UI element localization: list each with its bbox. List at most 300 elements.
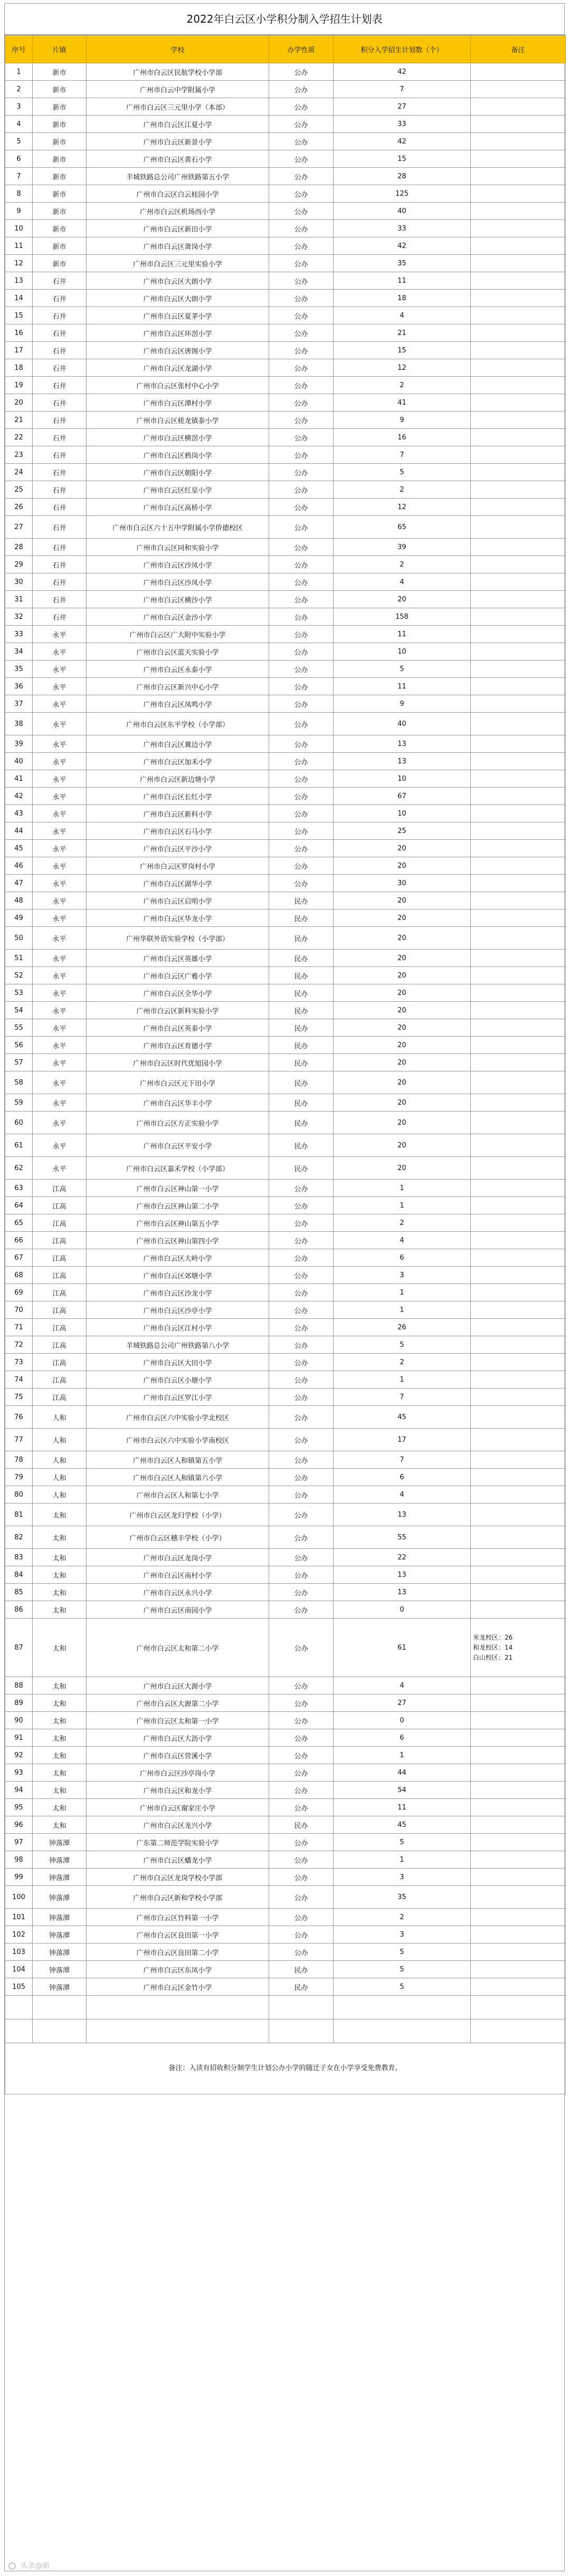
table-row xyxy=(5,307,566,324)
row-index: 18 xyxy=(5,359,33,377)
row-district: 钟落潭 xyxy=(33,1869,87,1886)
row-quota: 26 xyxy=(334,1319,471,1336)
footnote: 备注：入读有招收积分制学生计划公办小学的随迁子女在小学享受免费教育。 xyxy=(5,2043,566,2094)
row-district: 太和 xyxy=(33,1764,87,1782)
row-note xyxy=(471,1094,566,1112)
row-index: 86 xyxy=(5,1601,33,1619)
row-note xyxy=(471,840,566,857)
table-row xyxy=(5,1816,566,1834)
row-index: 47 xyxy=(5,875,33,892)
row-district: 永平 xyxy=(33,857,87,875)
row-index: 28 xyxy=(5,539,33,556)
row-school: 广州市白云区槎龙镇泰小学 xyxy=(87,411,269,429)
row-district: 石井 xyxy=(33,516,87,539)
row-district: 人和 xyxy=(33,1486,87,1504)
row-index: 8 xyxy=(5,185,33,203)
row-district: 永平 xyxy=(33,1019,87,1037)
row-school-type: 民办 xyxy=(269,1094,334,1112)
row-note xyxy=(471,1712,566,1729)
row-quota: 25 xyxy=(334,822,471,840)
row-district: 永平 xyxy=(33,1094,87,1112)
row-district: 新市 xyxy=(33,133,87,150)
row-quota: 20 xyxy=(334,857,471,875)
row-note xyxy=(471,1451,566,1469)
row-quota: 1 xyxy=(334,1180,471,1197)
row-index: 5 xyxy=(5,133,33,150)
row-index: 101 xyxy=(5,1909,33,1926)
row-quota: 10 xyxy=(334,770,471,788)
row-district: 太和 xyxy=(33,1816,87,1834)
row-index: 48 xyxy=(5,892,33,909)
row-district: 永平 xyxy=(33,875,87,892)
row-school: 广州市白云区华龙小学 xyxy=(87,909,269,927)
row-index: 7 xyxy=(5,168,33,185)
row-quota: 27 xyxy=(334,1694,471,1712)
row-district: 石井 xyxy=(33,342,87,359)
row-school-type: 公办 xyxy=(269,481,334,499)
row-school-type: 公办 xyxy=(269,81,334,98)
row-school: 广州市白云区鸦岗小学 xyxy=(87,446,269,464)
row-school: 广州市白云区大源第二小学 xyxy=(87,1694,269,1712)
row-index: 102 xyxy=(5,1926,33,1943)
row-district: 石井 xyxy=(33,591,87,608)
header-school-type: 办学性质 xyxy=(269,35,334,63)
row-district: 永平 xyxy=(33,713,87,735)
row-note xyxy=(471,1926,566,1943)
row-note xyxy=(471,753,566,770)
row-index: 37 xyxy=(5,695,33,713)
row-school: 广州市白云区英泰小学 xyxy=(87,1019,269,1037)
row-note xyxy=(471,1112,566,1134)
row-school: 广州市白云区太和第一小学 xyxy=(87,1712,269,1729)
row-quota: 125 xyxy=(334,185,471,203)
row-district: 永平 xyxy=(33,643,87,660)
row-note xyxy=(471,359,566,377)
row-district: 永平 xyxy=(33,1002,87,1019)
row-index: 43 xyxy=(5,805,33,822)
row-school: 广州市白云区人和第七小学 xyxy=(87,1486,269,1504)
row-index: 97 xyxy=(5,1834,33,1851)
table-row xyxy=(5,185,566,203)
row-school: 广州市白云区横沙小学 xyxy=(87,591,269,608)
table-row xyxy=(5,1371,566,1388)
row-index: 49 xyxy=(5,909,33,927)
header-index: 序号 xyxy=(5,35,33,63)
header-school: 学校 xyxy=(87,35,269,63)
row-note xyxy=(471,1319,566,1336)
row-school-type: 公办 xyxy=(269,591,334,608)
row-note xyxy=(471,1037,566,1054)
row-district: 太和 xyxy=(33,1729,87,1747)
row-school: 广州市白云区和龙小学 xyxy=(87,1782,269,1799)
table-row xyxy=(5,63,566,81)
row-school-type: 公办 xyxy=(269,1886,334,1909)
row-index: 23 xyxy=(5,446,33,464)
row-note xyxy=(471,539,566,556)
table-row xyxy=(5,272,566,290)
table-row xyxy=(5,1978,566,1996)
row-note xyxy=(471,133,566,150)
row-district: 钟落潭 xyxy=(33,1851,87,1869)
row-district: 江高 xyxy=(33,1319,87,1336)
row-index: 54 xyxy=(5,1002,33,1019)
row-school-type: 公办 xyxy=(269,1549,334,1566)
row-district: 江高 xyxy=(33,1267,87,1284)
row-school: 广州市白云区东凤小学 xyxy=(87,1961,269,1978)
row-district: 永平 xyxy=(33,950,87,967)
row-district: 永平 xyxy=(33,1071,87,1094)
plan-sheet xyxy=(4,3,565,2571)
table-row xyxy=(5,1019,566,1037)
row-school: 广州市白云区南园小学 xyxy=(87,1601,269,1619)
row-quota: 20 xyxy=(334,927,471,950)
row-school: 广州市白云区金沙小学 xyxy=(87,608,269,626)
row-quota: 13 xyxy=(334,735,471,753)
row-school: 广州市白云区广雅小学 xyxy=(87,967,269,984)
row-district: 永平 xyxy=(33,753,87,770)
row-index: 14 xyxy=(5,290,33,307)
row-note xyxy=(471,1504,566,1526)
table-row xyxy=(5,805,566,822)
row-quota: 7 xyxy=(334,1388,471,1406)
row-note xyxy=(471,1764,566,1782)
row-school-type: 公办 xyxy=(269,1388,334,1406)
row-district: 永平 xyxy=(33,735,87,753)
row-index: 95 xyxy=(5,1799,33,1816)
row-school: 广州市白云区三元里实验小学 xyxy=(87,255,269,272)
row-note xyxy=(471,1961,566,1978)
row-quota: 41 xyxy=(334,394,471,411)
table-row xyxy=(5,116,566,133)
row-index: 98 xyxy=(5,1851,33,1869)
row-school-type: 公办 xyxy=(269,499,334,516)
row-school: 广州市白云中学附属小学 xyxy=(87,81,269,98)
row-index: 34 xyxy=(5,643,33,660)
row-school-type: 民办 xyxy=(269,950,334,967)
row-quota: 1 xyxy=(334,1301,471,1319)
row-school-type: 民办 xyxy=(269,1961,334,1978)
row-note xyxy=(471,516,566,539)
row-school: 广州市白云区神山第二小学 xyxy=(87,1197,269,1214)
row-district: 钟落潭 xyxy=(33,1886,87,1909)
row-index: 30 xyxy=(5,573,33,591)
table-row xyxy=(5,1354,566,1371)
row-note xyxy=(471,556,566,573)
row-note xyxy=(471,1371,566,1388)
table-row xyxy=(5,950,566,967)
row-quota: 20 xyxy=(334,967,471,984)
row-index: 53 xyxy=(5,984,33,1002)
row-school: 广州市白云区高桥小学 xyxy=(87,499,269,516)
row-district: 石井 xyxy=(33,394,87,411)
table-row xyxy=(5,1319,566,1336)
row-school: 广州市白云区新田小学 xyxy=(87,220,269,237)
row-district: 新市 xyxy=(33,98,87,116)
row-quota: 45 xyxy=(334,1816,471,1834)
row-index: 35 xyxy=(5,660,33,678)
table-row xyxy=(5,1284,566,1301)
row-index: 1 xyxy=(5,63,33,81)
table-row xyxy=(5,1249,566,1267)
row-school: 广州市白云区人和镇第五小学 xyxy=(87,1451,269,1469)
row-index: 70 xyxy=(5,1301,33,1319)
table-row xyxy=(5,1301,566,1319)
row-index: 90 xyxy=(5,1712,33,1729)
row-school: 广州市白云区英雄小学 xyxy=(87,950,269,967)
table-row xyxy=(5,1037,566,1054)
row-note xyxy=(471,446,566,464)
table-row xyxy=(5,608,566,626)
row-quota: 158 xyxy=(334,608,471,626)
row-index: 73 xyxy=(5,1354,33,1371)
row-school: 广州市白云区长红小学 xyxy=(87,788,269,805)
row-index: 12 xyxy=(5,255,33,272)
row-quota: 40 xyxy=(334,713,471,735)
row-district: 永平 xyxy=(33,1134,87,1157)
row-note xyxy=(471,1816,566,1834)
row-district: 石井 xyxy=(33,481,87,499)
row-district: 新市 xyxy=(33,168,87,185)
row-note xyxy=(471,1747,566,1764)
row-school: 广州市白云区南村小学 xyxy=(87,1566,269,1584)
row-index: 58 xyxy=(5,1071,33,1094)
table-row xyxy=(5,1886,566,1909)
header-district: 片镇 xyxy=(33,35,87,63)
table-row xyxy=(5,643,566,660)
row-note xyxy=(471,1406,566,1429)
row-school-type: 公办 xyxy=(269,1799,334,1816)
row-district: 永平 xyxy=(33,984,87,1002)
row-school: 广州市白云区石马小学 xyxy=(87,822,269,840)
row-school: 广州市白云区白云桂园小学 xyxy=(87,185,269,203)
row-school-type: 公办 xyxy=(269,840,334,857)
row-school: 广东第二师范学院实验小学 xyxy=(87,1834,269,1851)
row-index: 29 xyxy=(5,556,33,573)
row-district: 太和 xyxy=(33,1619,87,1677)
row-index: 57 xyxy=(5,1054,33,1071)
row-quota: 42 xyxy=(334,63,471,81)
row-school-type: 公办 xyxy=(269,857,334,875)
row-school-type: 公办 xyxy=(269,875,334,892)
table-row xyxy=(5,359,566,377)
row-index: 16 xyxy=(5,324,33,342)
row-district: 江高 xyxy=(33,1197,87,1214)
row-school: 广州市白云区六中实验小学南校区 xyxy=(87,1429,269,1451)
row-note xyxy=(471,1197,566,1214)
row-school: 广州市白云区朝阳小学 xyxy=(87,464,269,481)
row-school: 广州市白云区太和第二小学 xyxy=(87,1619,269,1677)
table-row xyxy=(5,1729,566,1747)
table-row xyxy=(5,660,566,678)
row-district: 永平 xyxy=(33,1054,87,1071)
row-school-type: 公办 xyxy=(269,220,334,237)
row-note xyxy=(471,411,566,429)
table-row xyxy=(5,516,566,539)
row-note xyxy=(471,324,566,342)
row-school: 广州市白云区东平学校（小学部） xyxy=(87,713,269,735)
row-quota: 1 xyxy=(334,1371,471,1388)
row-note xyxy=(471,429,566,446)
row-quota: 4 xyxy=(334,307,471,324)
row-school-type: 公办 xyxy=(269,1336,334,1354)
row-district: 江高 xyxy=(33,1354,87,1371)
row-note xyxy=(471,643,566,660)
row-note xyxy=(471,1677,566,1694)
row-note xyxy=(471,770,566,788)
row-index: 78 xyxy=(5,1451,33,1469)
row-index: 87 xyxy=(5,1619,33,1677)
row-district: 太和 xyxy=(33,1526,87,1549)
row-school-type: 公办 xyxy=(269,695,334,713)
row-quota: 5 xyxy=(334,1943,471,1961)
row-school: 广州市白云区时代优旭园小学 xyxy=(87,1054,269,1071)
row-quota: 20 xyxy=(334,1157,471,1180)
row-district: 石井 xyxy=(33,446,87,464)
row-school-type: 公办 xyxy=(269,735,334,753)
row-note xyxy=(471,1157,566,1180)
row-school: 广州市白云区嘉禾学校（小学部） xyxy=(87,1157,269,1180)
row-school: 广州市白云区启明小学 xyxy=(87,892,269,909)
row-quota: 5 xyxy=(334,1834,471,1851)
row-school: 广州市白云区沙亭小学 xyxy=(87,1301,269,1319)
row-district: 钟落潭 xyxy=(33,1943,87,1961)
row-school-type: 公办 xyxy=(269,411,334,429)
page-title: 2022年白云区小学积分制入学招生计划表 xyxy=(5,4,564,35)
table-row xyxy=(5,539,566,556)
row-school: 广州市白云区新科实验小学 xyxy=(87,1002,269,1019)
row-quota: 9 xyxy=(334,411,471,429)
table-row xyxy=(5,770,566,788)
row-school: 广州市白云区潭村小学 xyxy=(87,394,269,411)
row-quota: 17 xyxy=(334,1429,471,1451)
row-quota: 55 xyxy=(334,1526,471,1549)
row-index: 36 xyxy=(5,678,33,695)
row-quota: 4 xyxy=(334,1486,471,1504)
row-district: 太和 xyxy=(33,1694,87,1712)
row-school-type: 公办 xyxy=(269,1869,334,1886)
row-note xyxy=(471,1388,566,1406)
table-row xyxy=(5,220,566,237)
row-school-type: 公办 xyxy=(269,1694,334,1712)
row-school-type: 公办 xyxy=(269,1429,334,1451)
row-school: 广州市白云区永兴小学 xyxy=(87,1584,269,1601)
row-note xyxy=(471,591,566,608)
row-index: 92 xyxy=(5,1747,33,1764)
row-school: 广州市白云区全华小学 xyxy=(87,984,269,1002)
row-school-type: 民办 xyxy=(269,1112,334,1134)
row-index: 55 xyxy=(5,1019,33,1037)
row-district: 钟落潭 xyxy=(33,1909,87,1926)
row-school: 广州市白云区黄石小学 xyxy=(87,150,269,168)
row-index: 60 xyxy=(5,1112,33,1134)
row-note xyxy=(471,499,566,516)
row-school-type: 公办 xyxy=(269,1619,334,1677)
row-index: 63 xyxy=(5,1180,33,1197)
row-quota: 45 xyxy=(334,1406,471,1429)
row-school-type: 公办 xyxy=(269,1371,334,1388)
table-row xyxy=(5,735,566,753)
row-index: 44 xyxy=(5,822,33,840)
row-school: 广州市白云区蓝天实验小学 xyxy=(87,643,269,660)
row-quota: 5 xyxy=(334,1978,471,1996)
table-row xyxy=(5,591,566,608)
row-school-type: 公办 xyxy=(269,1451,334,1469)
table-row xyxy=(5,1094,566,1112)
row-district: 钟落潭 xyxy=(33,1834,87,1851)
table-row xyxy=(5,1834,566,1851)
row-school-type: 公办 xyxy=(269,1214,334,1232)
row-school: 广州市白云区沙龙小学 xyxy=(87,1284,269,1301)
row-district: 石井 xyxy=(33,608,87,626)
watermark xyxy=(8,2560,50,2571)
row-index: 2 xyxy=(5,81,33,98)
row-index: 74 xyxy=(5,1371,33,1388)
row-district: 石井 xyxy=(33,377,87,394)
table-row xyxy=(5,499,566,516)
row-note xyxy=(471,150,566,168)
table-row xyxy=(5,1799,566,1816)
row-quota: 13 xyxy=(334,1584,471,1601)
row-note xyxy=(471,1002,566,1019)
row-index: 21 xyxy=(5,411,33,429)
row-note xyxy=(471,1071,566,1094)
row-district: 江高 xyxy=(33,1214,87,1232)
table-row xyxy=(5,1549,566,1566)
row-quota: 20 xyxy=(334,840,471,857)
row-note xyxy=(471,1566,566,1584)
table-row xyxy=(5,1504,566,1526)
row-school-type: 民办 xyxy=(269,892,334,909)
row-quota: 5 xyxy=(334,464,471,481)
row-school: 广州市白云区罗岗村小学 xyxy=(87,857,269,875)
row-quota: 10 xyxy=(334,805,471,822)
row-school: 广州华联外语实验学校（小学部） xyxy=(87,927,269,950)
row-district: 永平 xyxy=(33,909,87,927)
row-note xyxy=(471,342,566,359)
row-school-type: 公办 xyxy=(269,1232,334,1249)
row-school: 广州市白云区平安小学 xyxy=(87,1134,269,1157)
row-school: 广州市白云区湖华小学 xyxy=(87,875,269,892)
table-row xyxy=(5,927,566,950)
row-school: 广州市白云区唐阁小学 xyxy=(87,342,269,359)
row-district: 江高 xyxy=(33,1301,87,1319)
row-quota: 20 xyxy=(334,591,471,608)
row-school: 广州市白云区沙亭岗小学 xyxy=(87,1764,269,1782)
row-quota: 39 xyxy=(334,539,471,556)
row-school-type: 公办 xyxy=(269,1747,334,1764)
row-index: 51 xyxy=(5,950,33,967)
row-school: 广州市白云区机场西小学 xyxy=(87,203,269,220)
row-index: 38 xyxy=(5,713,33,735)
row-school-type: 民办 xyxy=(269,909,334,927)
row-school: 广州市白云区加禾小学 xyxy=(87,753,269,770)
row-note xyxy=(471,481,566,499)
row-quota: 20 xyxy=(334,1002,471,1019)
row-school-type: 公办 xyxy=(269,626,334,643)
table-row xyxy=(5,1747,566,1764)
row-school-type: 公办 xyxy=(269,272,334,290)
row-note xyxy=(471,394,566,411)
row-note xyxy=(471,1694,566,1712)
row-school: 羊城铁路总公司广州铁路第八小学 xyxy=(87,1336,269,1354)
row-school-type: 公办 xyxy=(269,1601,334,1619)
row-school-type: 公办 xyxy=(269,185,334,203)
row-school-type: 公办 xyxy=(269,255,334,272)
row-quota: 20 xyxy=(334,1134,471,1157)
row-school-type: 公办 xyxy=(269,394,334,411)
row-school-type: 公办 xyxy=(269,342,334,359)
row-school: 广州市白云区育德小学 xyxy=(87,1037,269,1054)
